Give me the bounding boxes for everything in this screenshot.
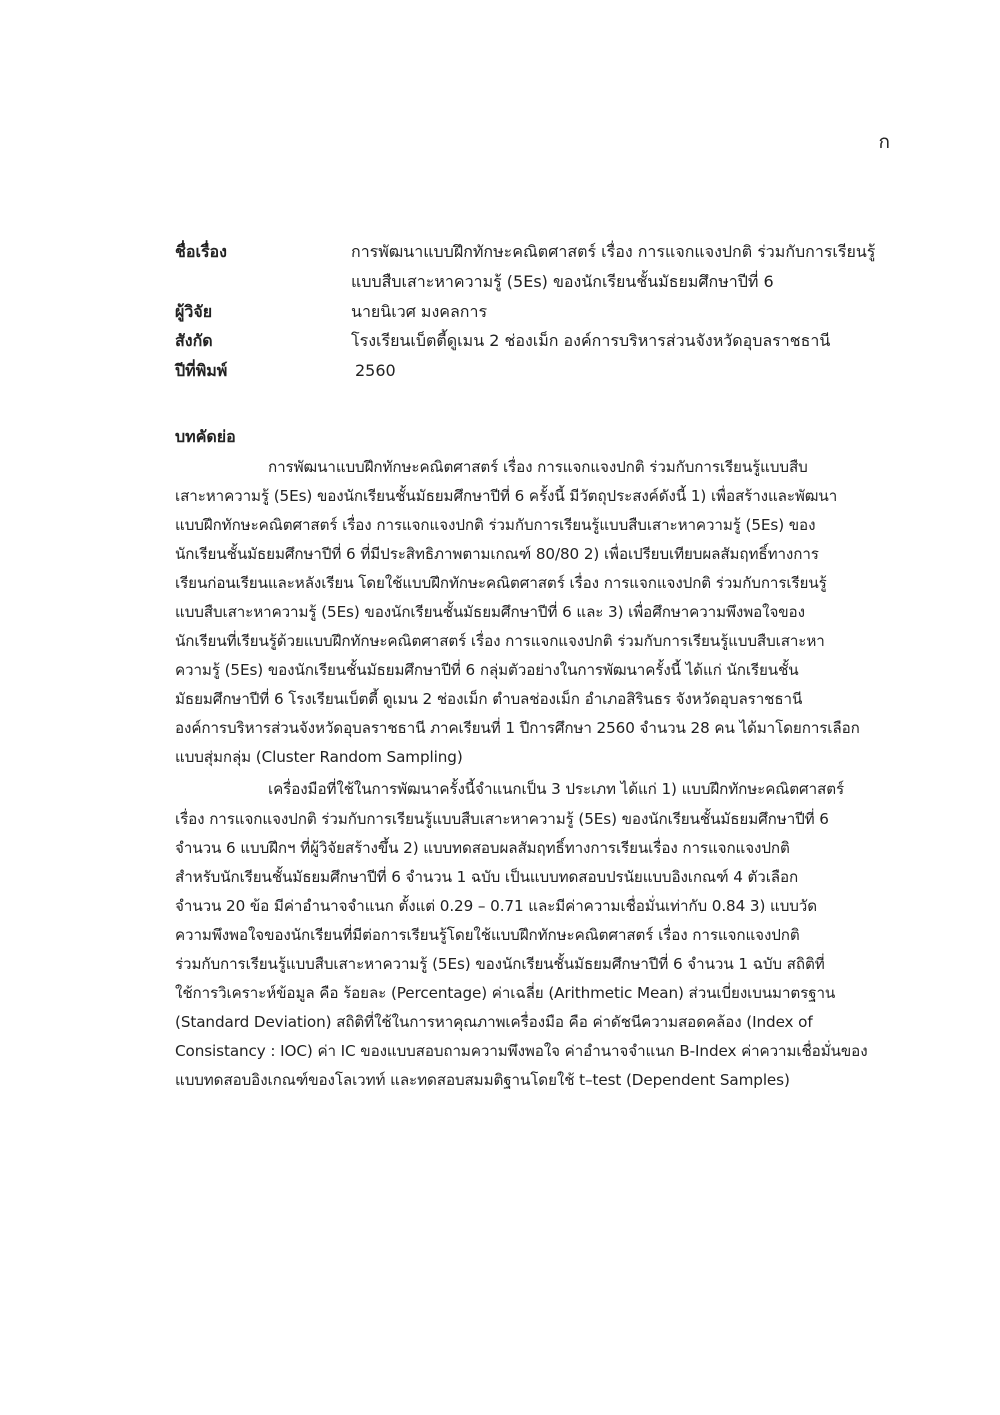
affiliation-value: โรงเรียนเบ็ตตี้ดูเมน 2 ช่องเม็ก องค์การบริหารส่วนจังหวัดอุบลราชธานี — [351, 331, 831, 350]
abstract-line: สำหรับนักเรียนชั้นมัธยมศึกษาปีที่ 6 จำนวน 1 ฉบับ เป็นแบบทดสอบปรนัยแบบอิงเกณฑ์ 4 ตัวเลือก — [175, 868, 799, 886]
abstract-line: ร่วมกับการเรียนรู้แบบสืบเสาะหาความรู้ (5Es) ของนักเรียนชั้นมัธยมศึกษาปีที่ 6 จำนวน 1 ฉบับ สถิติที่ — [175, 955, 825, 973]
abstract-line: จำนวน 20 ข้อ มีค่าอำนาจจำแนก ตั้งแต่ 0.29 – 0.71 และมีค่าความเชื่อมั่นเท่ากับ 0.84 3) แบบวัด — [175, 897, 817, 915]
abstract-line: แบบสุ่มกลุ่ม (Cluster Random Sampling) — [175, 748, 463, 766]
abstract-line: ความรู้ (5Es) ของนักเรียนชั้นมัธยมศึกษาปีที่ 6 กลุ่มตัวอย่างในการพัฒนาครั้งนี้ ได้แก่ นักเรียนชั้น — [175, 661, 799, 679]
abstract-line: จำนวน 6 แบบฝึกฯ ที่ผู้วิจัยสร้างขึ้น 2) แบบทดสอบผลสัมฤทธิ์ทางการเรียนเรื่อง การแจกแจงปกติ — [175, 839, 790, 857]
title-value-line1: การพัฒนาแบบฝึกทักษะคณิตศาสตร์ เรื่อง การแจกแจงปกติ ร่วมกับการเรียนรู้ — [351, 242, 876, 261]
researcher-label: ผู้วิจัย — [175, 302, 213, 321]
abstract-line: เครื่องมือที่ใช้ในการพัฒนาครั้งนี้จำแนกเป็น 3 ประเภท ได้แก่ 1) แบบฝึกทักษะคณิตศาสตร์ — [268, 780, 845, 798]
title-value-line2: แบบสืบเสาะหาความรู้ (5Es) ของนักเรียนชั้นมัธยมศึกษาปีที่ 6 — [351, 272, 774, 291]
abstract-heading: บทคัดย่อ — [175, 427, 236, 446]
page-number: ก — [878, 131, 890, 153]
abstract-line: องค์การบริหารส่วนจังหวัดอุบลราชธานี ภาคเรียนที่ 1 ปีการศึกษา 2560 จำนวน 28 คน ได้มาโดยการเลือก — [175, 719, 860, 737]
abstract-line: เสาะหาความรู้ (5Es) ของนักเรียนชั้นมัธยมศึกษาปีที่ 6 ครั้งนี้ มีวัตถุประสงค์ดังนี้ 1) เพื่อสร้างและพัฒนา — [175, 487, 838, 505]
researcher-value: นายนิเวศ มงคลการ — [351, 302, 488, 321]
affiliation-label: สังกัด — [175, 331, 213, 350]
abstract-line: Consistancy : IOC) ค่า IC ของแบบสอบถามความพึงพอใจ ค่าอำนาจจำแนก B-Index ค่าความเชื่อมั่นของ — [175, 1042, 868, 1060]
abstract-line: นักเรียนชั้นมัธยมศึกษาปีที่ 6 ที่มีประสิทธิภาพตามเกณฑ์ 80/80 2) เพื่อเปรียบเทียบผลสัมฤทธิ์ทางการ — [175, 545, 819, 563]
year-label: ปีที่พิมพ์ — [175, 361, 228, 380]
abstract-line: มัธยมศึกษาปีที่ 6 โรงเรียนเบ็ตตี้ ดูเมน 2 ช่องเม็ก ตำบลช่องเม็ก อำเภอสิรินธร จังหวัดอุบลราชธานี — [175, 690, 803, 708]
abstract-line: ใช้การวิเคราะห์ข้อมูล คือ ร้อยละ (Percentage) ค่าเฉลี่ย (Arithmetic Mean) ส่วนเบี่ยงเบนมาตรฐาน — [175, 984, 836, 1002]
abstract-line: (Standard Deviation) สถิติที่ใช้ในการหาคุณภาพเครื่องมือ คือ ค่าดัชนีความสอดคล้อง (Index of — [175, 1013, 813, 1031]
title-label: ชื่อเรื่อง — [175, 242, 227, 261]
year-value: 2560 — [355, 361, 396, 380]
abstract-line: การพัฒนาแบบฝึกทักษะคณิตศาสตร์ เรื่อง การแจกแจงปกติ ร่วมกับการเรียนรู้แบบสืบ — [268, 458, 808, 476]
abstract-line: เรียนก่อนเรียนและหลังเรียน โดยใช้แบบฝึกทักษะคณิตศาสตร์ เรื่อง การแจกแจงปกติ ร่วมกับการเรียนรู้ — [175, 574, 827, 592]
abstract-line: แบบทดสอบอิงเกณฑ์ของโลเวทท์ และทดสอบสมมติฐานโดยใช้ t–test (Dependent Samples) — [175, 1071, 790, 1089]
abstract-line: ความพึงพอใจของนักเรียนที่มีต่อการเรียนรู้โดยใช้แบบฝึกทักษะคณิตศาสตร์ เรื่อง การแจกแจงปกติ — [175, 926, 800, 944]
abstract-line: แบบฝึกทักษะคณิตศาสตร์ เรื่อง การแจกแจงปกติ ร่วมกับการเรียนรู้แบบสืบเสาะหาความรู้ (5Es) ของ — [175, 516, 816, 534]
abstract-line: นักเรียนที่เรียนรู้ด้วยแบบฝึกทักษะคณิตศาสตร์ เรื่อง การแจกแจงปกติ ร่วมกับการเรียนรู้แบบสืบเสาะหา — [175, 632, 825, 650]
abstract-line: เรื่อง การแจกแจงปกติ ร่วมกับการเรียนรู้แบบสืบเสาะหาความรู้ (5Es) ของนักเรียนชั้นมัธยมศึกษาปีที่ 6 — [175, 810, 829, 828]
abstract-line: แบบสืบเสาะหาความรู้ (5Es) ของนักเรียนชั้นมัธยมศึกษาปีที่ 6 และ 3) เพื่อศึกษาความพึงพอใจของ — [175, 603, 805, 621]
